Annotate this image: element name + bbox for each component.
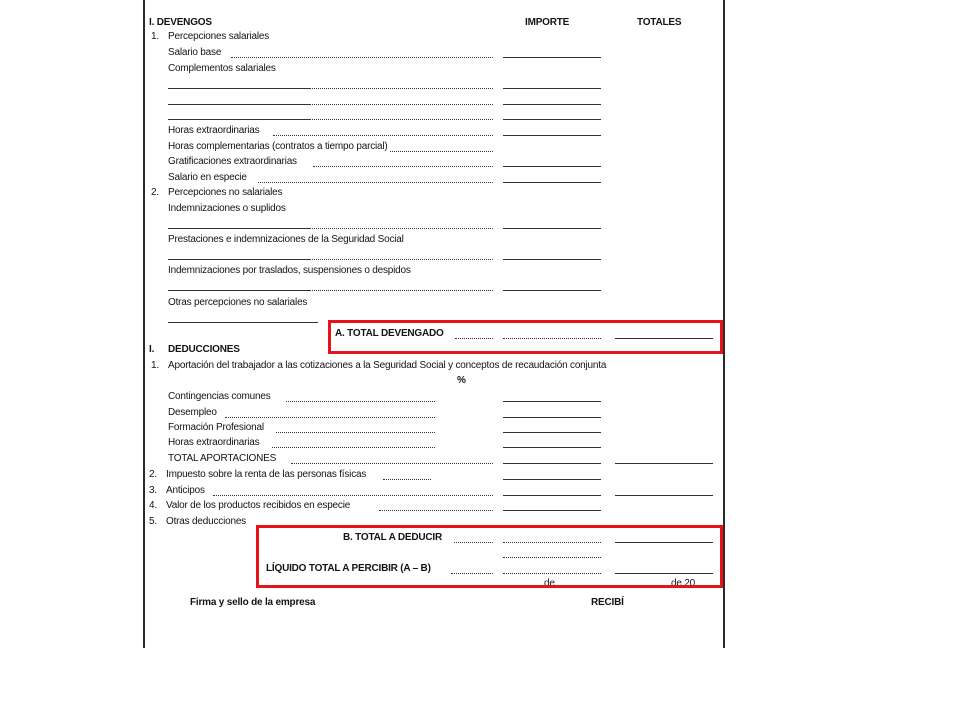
section-number: I.: [149, 344, 155, 355]
dotted-leader: [286, 401, 435, 402]
item-number: 4.: [149, 500, 157, 511]
section-deducciones-title: DEDUCCIONES: [168, 344, 240, 355]
percent-symbol: %: [457, 375, 466, 386]
aportacion-label: Aportación del trabajador a las cotizaciones a la Seguridad Social y conceptos de recaudación conjunta: [168, 360, 607, 371]
column-totales-header: TOTALES: [637, 17, 682, 28]
date-year-label: de 20: [671, 578, 696, 589]
importe-line: [503, 447, 601, 448]
blank-line: [168, 322, 318, 323]
dotted-leader: [272, 447, 435, 448]
highlight-total-devengado: [328, 320, 723, 354]
total-deducir-label: B. TOTAL A DEDUCIR: [343, 532, 442, 543]
firma-empresa-label: Firma y sello de la empresa: [190, 597, 316, 608]
importe-line: [503, 228, 601, 229]
anticipos-label: Anticipos: [166, 485, 205, 496]
item-number: 2.: [149, 469, 157, 480]
blank-line: [168, 259, 311, 260]
dotted-leader: [383, 479, 431, 480]
dotted-leader: [312, 228, 493, 229]
salario-especie-label: Salario en especie: [168, 172, 247, 183]
dotted-leader: [312, 104, 493, 105]
dotted-leader: [312, 119, 493, 120]
dotted-leader: [276, 432, 435, 433]
blank-line: [168, 290, 311, 291]
horas-extra-ded-label: Horas extraordinarias: [168, 437, 260, 448]
importe-line: [503, 166, 601, 167]
irpf-label: Impuesto sobre la renta de las personas físicas: [166, 469, 367, 480]
importe-line: [503, 88, 601, 89]
dotted-leader: [231, 57, 493, 58]
dotted-leader: [312, 290, 493, 291]
contingencias-label: Contingencias comunes: [168, 391, 271, 402]
blank-line: [168, 228, 311, 229]
totales-line: [615, 495, 713, 496]
column-importe-header: IMPORTE: [525, 17, 570, 28]
date-de-label: de: [544, 578, 555, 589]
dotted-leader: [291, 463, 493, 464]
desempleo-label: Desempleo: [168, 407, 217, 418]
dotted-leader: [390, 151, 493, 152]
percepciones-salariales-label: Percepciones salariales: [168, 31, 270, 42]
importe-line: [503, 495, 601, 496]
valor-especie-label: Valor de los productos recibidos en especie: [166, 500, 351, 511]
total-aportaciones-label: TOTAL APORTACIONES: [168, 453, 277, 464]
importe-line: [503, 119, 601, 120]
importe-line: [503, 259, 601, 260]
item-number: 1.: [151, 360, 159, 371]
importe-line: [503, 104, 601, 105]
indemnizaciones-label: Indemnizaciones o suplidos: [168, 203, 286, 214]
importe-line: [503, 463, 601, 464]
importe-line: [503, 401, 601, 402]
importe-line: [503, 510, 601, 511]
dotted-leader: [312, 259, 493, 260]
recibi-label: RECIBÍ: [591, 597, 624, 608]
prestaciones-label: Prestaciones e indemnizaciones de la Seguridad Social: [168, 234, 404, 245]
dotted-leader: [379, 510, 493, 511]
blank-line: [168, 88, 311, 89]
blank-line: [168, 119, 311, 120]
dotted-leader: [313, 166, 493, 167]
otras-percepciones-label: Otras percepciones no salariales: [168, 297, 308, 308]
complementos-label: Complementos salariales: [168, 63, 276, 74]
dotted-leader: [312, 88, 493, 89]
importe-line: [503, 57, 601, 58]
importe-line: [503, 290, 601, 291]
formacion-label: Formación Profesional: [168, 422, 264, 433]
totales-line: [615, 463, 713, 464]
gratificaciones-label: Gratificaciones extraordinarias: [168, 156, 297, 167]
importe-line: [503, 182, 601, 183]
dotted-leader: [258, 182, 493, 183]
item-number: 3.: [149, 485, 157, 496]
importe-line: [503, 432, 601, 433]
otras-deducciones-label: Otras deducciones: [166, 516, 246, 527]
dotted-leader: [273, 135, 493, 136]
importe-line: [503, 479, 601, 480]
dotted-leader: [213, 495, 493, 496]
percepciones-no-salariales-label: Percepciones no salariales: [168, 187, 283, 198]
item-number: 5.: [149, 516, 157, 527]
importe-line: [503, 135, 601, 136]
salario-base-label: Salario base: [168, 47, 222, 58]
traslados-label: Indemnizaciones por traslados, suspensiones o despidos: [168, 265, 411, 276]
importe-line: [503, 417, 601, 418]
horas-extra-label: Horas extraordinarias: [168, 125, 260, 136]
liquido-total-label: LÍQUIDO TOTAL A PERCIBIR (A – B): [266, 563, 431, 574]
item-number: 1.: [151, 31, 159, 42]
highlight-total-deducir-liquido: [256, 525, 723, 588]
total-devengado-label: A. TOTAL DEVENGADO: [335, 328, 444, 339]
item-number: 2.: [151, 187, 159, 198]
section-devengos-title: I. DEVENGOS: [149, 17, 212, 28]
horas-complementarias-label: Horas complementarias (contratos a tiempo parcial): [168, 141, 388, 152]
dotted-leader: [225, 417, 435, 418]
blank-line: [168, 104, 311, 105]
